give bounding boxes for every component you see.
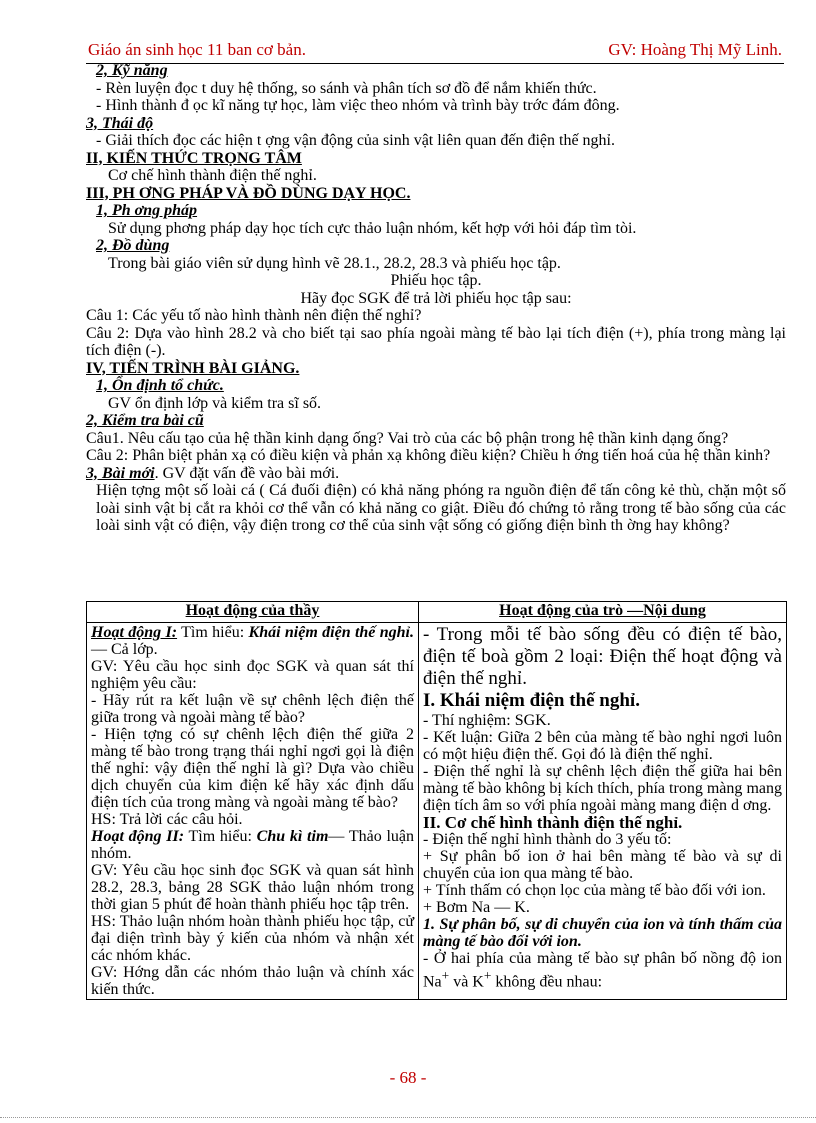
activity-1-label: Hoạt động I: bbox=[91, 624, 178, 641]
section-attitude-title: 3, Thái độ bbox=[86, 114, 154, 132]
content-line-9: + Tính thấm có chọn lọc của màng tế bào đối với ion. bbox=[423, 882, 766, 899]
header-left: Giáo án sinh học 11 ban cơ bản. bbox=[88, 40, 306, 59]
activity-2-mid: Tìm hiểu: bbox=[184, 828, 257, 845]
teacher-line-7: GV: Hớng dẫn các nhóm thảo luận và chính xác kiến thức. bbox=[91, 964, 414, 998]
stabilize-class-line: GV ổn định lớp và kiểm tra sĩ số. bbox=[108, 394, 322, 412]
skills-line-2: - Hình thành đ ọc kĩ năng tự học, làm việc theo nhóm và trình bày trớc đám đông. bbox=[96, 97, 620, 114]
review-title: 2, Kiểm tra bài cũ bbox=[86, 412, 204, 429]
content-line-4: - Kết luận: Giữa 2 bên của màng tế bào nghỉ ngơi luôn có một hiệu điện thế. Gọi đó là điện thế nghỉ. bbox=[423, 729, 782, 763]
method-title: 1, Ph ơng pháp bbox=[96, 202, 198, 219]
teacher-activities-cell bbox=[87, 623, 419, 1000]
teacher-line-6: HS: Thảo luận nhóm hoàn thành phiếu học tập, cử đại diện trình bày ý kiến của nhóm và nhận xét các nhóm khác. bbox=[91, 913, 414, 964]
attitude-line-1: - Giải thích đọc các hiện t ợng vận động của sinh vật liên quan đến điện thế nghỉ. bbox=[96, 132, 615, 149]
content-subheading-1: 1. Sự phân bố, sự di chuyển của ion và tính thấm của màng tế bào đối với ion. bbox=[423, 916, 782, 950]
document-body bbox=[86, 62, 786, 535]
new-lesson-title: 3, Bài mới bbox=[86, 464, 155, 482]
page-bottom-rule bbox=[0, 1117, 816, 1118]
activity-2-tail: — Thảo luận nhóm. bbox=[91, 828, 415, 862]
worksheet-subtitle: Hãy đọc SGK để trả lời phiếu học tập sau: bbox=[300, 289, 572, 307]
materials-title: 2, Đồ dùng bbox=[96, 237, 170, 254]
section-iii-title: III, PH ƠNG PHÁP VÀ ĐỒ DÙNG DẠY HỌC. bbox=[86, 184, 411, 202]
content-line-10: + Bơm Na — K. bbox=[423, 899, 530, 916]
student-column-header: Hoạt động của trò —Nội dung bbox=[419, 602, 787, 623]
content-line-12b: và K bbox=[449, 973, 484, 991]
section-ii-title: II, KIẾN THỨC TRỌNG TÂM bbox=[86, 149, 302, 167]
new-lesson-intro: . GV đặt vấn đề vào bài mới. bbox=[154, 464, 340, 482]
content-line-8: + Sự phân bố ion ở hai bên màng tế bào và sự di chuyển của ion qua màng tế bào. bbox=[423, 848, 782, 882]
teacher-line-2: - Hãy rút ra kết luận về sự chênh lệch điện thế giữa trong và ngoài màng tế bào? bbox=[91, 692, 414, 726]
activity-1-tail: — Cả lớp. bbox=[91, 641, 158, 658]
superscript-plus-2: + bbox=[483, 968, 492, 983]
question-2: Câu 2: Dựa vào hình 28.2 và cho biết tại sao phía ngoài màng tế bào lại tích điện (+), phía trong màng lại tích điện (-). bbox=[86, 324, 786, 359]
materials-line: Trong bài giáo viên sử dụng hình vẽ 28.1., 28.2, 28.3 và phiếu học tập. bbox=[108, 254, 561, 272]
worksheet-title: Phiếu học tập. bbox=[390, 272, 482, 289]
teacher-line-1: GV: Yêu cầu học sinh đọc SGK và quan sát thí nghiệm yêu cầu: bbox=[91, 658, 414, 692]
teacher-line-3: - Hiện tợng có sự chênh lệch điện thế giữa 2 màng tế bào trong trạng thái nghỉ ngơi gọi là điện thế nghỉ: vậy điện thế nghỉ là gì? Dựa vào chiều dịch chuyển của kim điện kế hãy xác định dấu điện tích của trong màng và ngoài màng tế bào? bbox=[91, 726, 414, 811]
content-intro: - Trong mỗi tế bào sống đều có điện tế bào, điện tế boà gồm 2 loại: Điện thế hoạt động và điện thế nghỉ. bbox=[423, 624, 782, 689]
content-line-7: - Điện thế nghỉ hình thành do 3 yếu tố: bbox=[423, 831, 672, 848]
question-1: Câu 1: Các yếu tố nào hình thành nên điện thế nghỉ? bbox=[86, 307, 422, 324]
teacher-line-5: GV: Yêu cầu học sinh đọc SGK và quan sát hình 28.2, 28.3, bảng 28 SGK thảo luận nhóm trong thời gian 5 phút để hoàn thành phiếu học tập trên. bbox=[91, 862, 414, 913]
review-question-1: Câu1. Nêu cấu tạo của hệ thần kinh dạng ống? Vai trò của các bộ phận trong hệ thần kinh dạng ống? bbox=[86, 429, 729, 447]
section-ii-line: Cơ chế hình thành điện thế nghỉ. bbox=[108, 167, 317, 184]
content-line-3: - Thí nghiệm: SGK. bbox=[423, 712, 551, 729]
content-line-12a: - Ở hai phía của màng tế bào sự phân bố nồng độ ion Na bbox=[423, 950, 782, 991]
stabilize-class-title: 1, Ổn định tổ chức. bbox=[96, 377, 224, 394]
content-heading-1: I. Khái niệm điện thế nghỉ. bbox=[423, 690, 640, 711]
activity-table bbox=[86, 601, 787, 1000]
activity-1-title: Khái niệm điện thế nghỉ. bbox=[248, 624, 414, 641]
superscript-plus-1: + bbox=[441, 968, 450, 983]
teacher-column-header: Hoạt động của thầy bbox=[87, 602, 419, 623]
activity-2-label: Hoạt động II: bbox=[91, 828, 185, 845]
section-iv-title: IV, TIẾN TRÌNH BÀI GIẢNG. bbox=[86, 359, 300, 377]
skills-line-1: - Rèn luyện đọc t duy hệ thống, so sánh và phân tích sơ đồ để nắm khiến thức. bbox=[96, 79, 597, 97]
review-question-2: Câu 2: Phân biệt phản xạ có điều kiện và phản xạ không điều kiện? Chiều h ớng tiến hoá của hệ thần kinh? bbox=[86, 447, 771, 464]
content-line-12 bbox=[423, 950, 782, 990]
section-skills-title: 2, Kỹ năng bbox=[96, 62, 168, 79]
content-heading-2: II. Cơ chế hình thành điện thế nghỉ. bbox=[423, 813, 683, 832]
activity-2-title: Chu kì tim bbox=[256, 828, 329, 845]
content-line-5: - Điện thế nghỉ là sự chênh lệch điện thế giữa hai bên màng tế bào không bị kích thích, phía trong màng mang điện tích âm so với phía ngoài màng mang điện d ơng. bbox=[423, 763, 782, 814]
new-lesson-paragraph: Hiện tợng một số loài cá ( Cá đuối điện) có khả năng phóng ra nguồn điện để tấn công kẻ thù, chặn một số loài sinh vật bị cắt ra khỏi cơ thể vẫn có khả năng co giật. Điều đó chứng tỏ rằng trong tế bào sống của các loài sinh vật có điện, vậy điện trong cơ thể của sinh vật sống có giống điện bình th ờng hay không? bbox=[96, 482, 786, 534]
header-right: GV: Hoàng Thị Mỹ Linh. bbox=[608, 40, 782, 59]
activity-1-mid: Tìm hiểu: bbox=[177, 624, 249, 641]
page-number: - 68 - bbox=[389, 1068, 427, 1087]
content-line-12c: không đều nhau: bbox=[491, 973, 603, 991]
method-line: Sử dụng phơng pháp dạy học tích cực thảo luận nhóm, kết hợp với hỏi đáp tìm tòi. bbox=[108, 219, 637, 237]
teacher-line-4: HS: Trả lời các câu hỏi. bbox=[91, 811, 243, 828]
student-content-cell bbox=[419, 623, 787, 1000]
